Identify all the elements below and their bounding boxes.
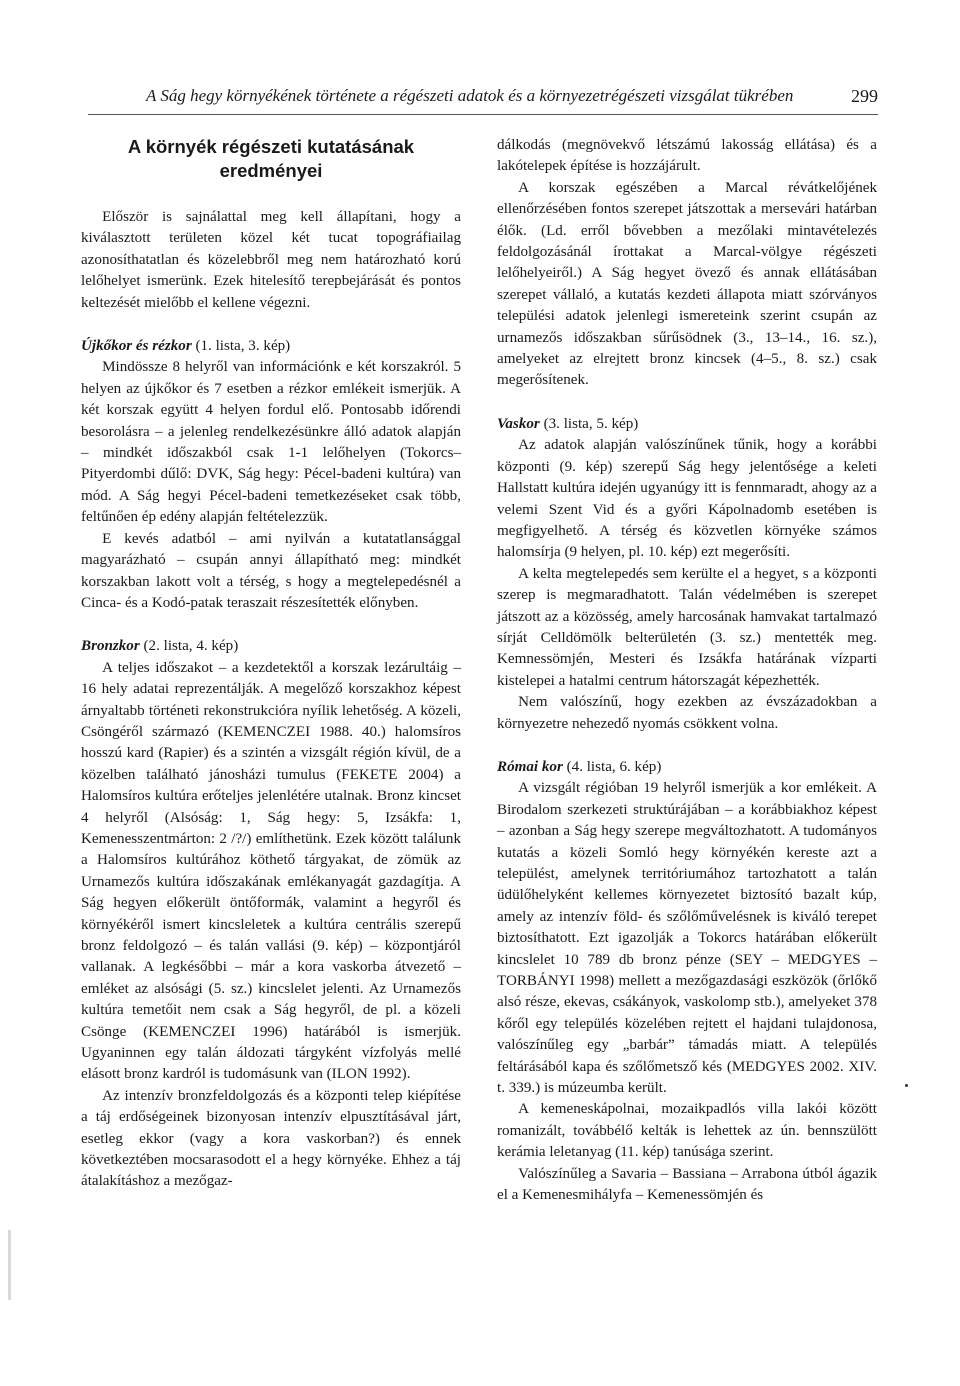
romai-paragraph-3: Valószínűleg a Savaria – Bassiana – Arrabona útból ágazik el a Kemenesmihályfa – Kemenessömjén és bbox=[497, 1165, 877, 1204]
running-header bbox=[88, 84, 878, 115]
ujkokor-paragraph-1: Mindössze 8 helyről van információnk e két korszakról. 5 helyen az újkőkor és 7 esetben a rézkor emlékeit ismerjük. A két korszak együtt 4 helyen fordul elő. Pontosabb időrendi besorolásra – a jelenleg rendelkezésünkre álló adatok alapján – mindkét időszakból csak 1-1 lelőhelyen (Tokorcs–Pityerdombi dűlő: DVK, Ság hegy: Pécel-badeni kultúra) van mód. A Ság hegyi Pécel-badeni temetkezéseket csak több, feltűnően ép edény alapján feltételezzük. bbox=[81, 359, 461, 526]
vaskor-paragraph-3: Nem valószínű, hogy ezekben az évszázadokban a környezetre nehezedő nyomás csökkent volna. bbox=[497, 694, 877, 732]
bronzkor-paragraph-2: Az intenzív bronzfeldolgozás és a központi telep kiépítése a táj erdőségeinek bizonyosan intenzív elpusztításával járt, esetleg ekkor (vagy a kora vaskorban?) és ennek következtében mocsarasodott el a hegy környéke. Ehhez a táj átalakításhoz a mezőgaz- bbox=[81, 1087, 461, 1190]
bronzkor-ref: (2. lista, 4. kép) bbox=[139, 638, 239, 655]
romai-ref: (4. lista, 6. kép) bbox=[562, 758, 662, 775]
running-title: A Ság hegy környékének története a régészeti adatok és a környezetrégészeti vizsgálat tükrében bbox=[146, 86, 794, 105]
vaskor-heading bbox=[497, 414, 877, 435]
bronzkor-heading bbox=[81, 636, 461, 657]
romai-heading bbox=[497, 757, 877, 778]
scan-margin-mark bbox=[8, 1230, 11, 1300]
right-column bbox=[497, 135, 877, 1207]
ujkokor-paragraph-2: E kevés adatból – ami nyilván a kutatatlansággal magyarázható – csupán annyi állapítható meg: mindkét korszakban lakott volt a térség, s hogy a megtelepedésnél a Cinca- és a Kodó-patak teraszait részesítették előnyben. bbox=[81, 530, 461, 611]
intro-paragraph: Először is sajnálattal meg kell állapítani, hogy a kiválasztott területen közel két tucat topográfiailag azonosíthatatlan és közelebbről meg nem határozható korú lelőhelyet ismerünk. Ezek hitelesítő terepbejárását és pontos keltezését mielőbb el kellene végezni. bbox=[81, 209, 461, 311]
scan-speck bbox=[905, 1084, 908, 1087]
vaskor-label: Vaskor bbox=[497, 415, 540, 432]
bronzkor-paragraph-1: A teljes időszakot – a kezdetektől a korszak lezárultáig – 16 hely adatai reprezentálják. A megelőző korszakhoz képest árnyaltabb történeti rekonstrukcióra nyílik lehetőség. A közeli, Csöngéről származó (KEMENCZEI 1988. 40.) halomsíros hosszú kard (Rapier) és a szintén a vizsgált régión kívül, de a közelben található jánosházi tumulus (FEKETE 2004) a Halomsíros kultúra erőteljes jelenlétére utalnak. Bronz kincset 4 helyről (Alsóság: 1, Ság hegy: 5, Izsákfa: 1, Kemenesszentmárton: 2 /?/) említhetünk. Ezek között találunk a Halomsíros kultúrához köthető tárgyakat, de zömük az Urnamezős kultúra időszakának emlékanyagát gazdagítja. A Ság hegyen előkerült öntőformák, valamint a hegyről és környékéről ismert kincsleletek a kultúra centrális szerepű bronz feldolgozó – és talán vallási (9. kép) – központjáról vallanak. A legkésőbbi – már a kora vaskorba átvezető – emléket az alsósági (5. sz.) kincslelet jelenti. Az Urnamezős kultúra temetőit nem csak a Ság hegyről, de pl. a közeli Csönge (KEMENCZEI 1996) határából is ismerjük. Ugyaninnen egy talán áldozati tárgyként vízfolyás mellé elásott bronz kardról is tudomásunk van (ILON 1992). bbox=[81, 659, 461, 1083]
section-heading: A környék régészeti kutatásának eredményei bbox=[127, 136, 415, 181]
left-column bbox=[81, 135, 461, 1193]
vaskor-paragraph-2: A kelta megtelepedés sem kerülte el a hegyet, s a központi szerep is megmaradhatott. Talán védelmében is szerepet játszott az a közösség, amely harcosának hamvakat tartalmazó sírját Celldömölk belterületén (3. sz.) mentették meg. Kemnessömjén, Mesteri és Izsákfa határának vízparti kistelepei a hatalmi centrum hátorszagát képezhették. bbox=[497, 565, 877, 689]
continuation-paragraph-1: dálkodás (megnövekvő létszámú lakosság ellátása) és a lakótelepek építése is hozzájárult. bbox=[497, 137, 877, 175]
bronzkor-label: Bronzkor bbox=[81, 638, 140, 655]
romai-paragraph-2: A kemeneskápolnai, mozaikpadlós villa lakói között romanizált, továbbélő kelták is lehettek az ún. bennszülött kerámia leletanyag (11. kép) tanúsága szerint. bbox=[497, 1101, 877, 1161]
continuation-paragraph-2: A korszak egészében a Marcal révátkelőjének ellenőrzésében fontos szerepet játszottak a mersevári határban élők. (Ld. erről bővebben a mezőlaki mintavételezés feldolgozásánál írottakat a Marcal-völgye régészeti lelőhelyeiről.) A Ság hegyet övező és annak ellátásában szerepet vállaló, a kutatás kezdeti állapota miatt szórványos települési adatok jelenlegi ismereteink szerint csupán az urnamezős időszakban sűrűsödnek (3., 13–14., 16. sz.), amelyeket az elrejtett bronz kincsek (4–5., 8. sz.) csak megerősítenek. bbox=[497, 179, 877, 389]
page-number: 299 bbox=[851, 86, 878, 106]
vaskor-ref: (3. lista, 5. kép) bbox=[539, 415, 639, 432]
vaskor-paragraph-1: Az adatok alapján valószínűnek tűnik, hogy a korábbi központi (9. kép) szerepű Ság hegy jelentősége a keleti Hallstatt kultúra idején ugyanúgy itt is fennmaradt, ahogy az a velemi Szent Vid és a győri Kápolnadomb esetében is megfigyelhető. A térség és közvetlen környéke számos halomsírja (9 helyen, pl. 10. kép) ezt megerősíti. bbox=[497, 437, 877, 561]
romai-paragraph-1: A vizsgált régióban 19 helyről ismerjük a kor emlékeit. A Birodalom szerkezeti struktúrájában – a korábbiakhoz képest – azonban a Ság hegy szerepe megváltozhatott. A tudományos kutatás a közeli Somló hegy környékén kereste azt a települést, amelynek territóriumához tartozhatott a talán üdülőhelyként kellemes környezetet biztosító bazalt kúp, amely az intenzív föld- és szőlőművelésnek is kiváló terepet biztosíthatott. Ezt igazolják a Tokorcs határában előkerült kincslelet 10 789 db bronz pénze (SEY – MEDGYES – TORBÁNYI 1998) mellett a mezőgazdasági eszközök (őrlőkő alsó része, ekevas, csákányok, vaskolomp stb.), amelyeket 378 kőről egy település közelében rejtett el hajdani tulajdonosa, valószínűleg egy „barbár” támadás miatt. A település feltárásából kapa és szőlőmetsző kés (MEDGYES 2002. XIV. t. 339.) is múzeumba került. bbox=[497, 780, 877, 1097]
ujkokor-label: Újkőkor és rézkor bbox=[81, 338, 192, 355]
ujkokor-heading bbox=[81, 336, 461, 357]
ujkokor-ref: (1. lista, 3. kép) bbox=[191, 338, 291, 355]
romai-label: Római kor bbox=[497, 758, 563, 775]
